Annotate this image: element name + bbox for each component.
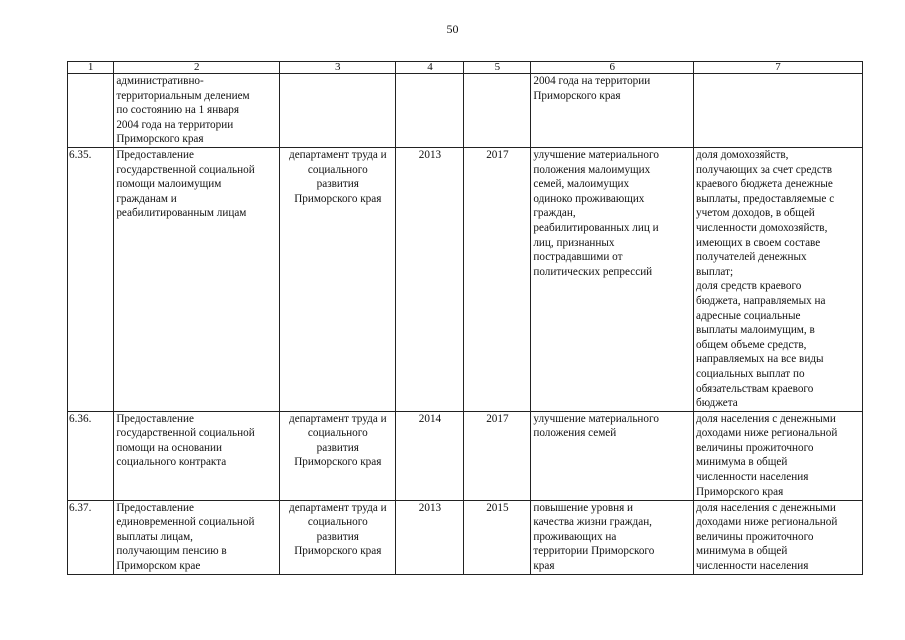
page-number: 50 xyxy=(446,22,459,36)
activity-name-cell: Предоставление государственной социальной помощи малоимущим гражданам и реабилитированным лицам xyxy=(114,148,280,412)
end-year-cell: 2017 xyxy=(464,411,531,500)
executor-cell: департамент труда и социального развития Приморского края xyxy=(280,500,396,574)
executor-cell: департамент труда и социального развития Приморского края xyxy=(280,148,396,412)
expected-result-cell: улучшение материального положения малоимущих семей, малоимущих одиноко проживающих граждан, реабилитированных лиц и лиц, признанных пострадавшими от политических репрессий xyxy=(531,148,694,412)
executor-cell: департамент труда и социального развития Приморского края xyxy=(280,411,396,500)
item-number-cell: 6.35. xyxy=(68,148,114,412)
expected-result-cell: повышение уровня и качества жизни граждан, проживающих на территории Приморского края xyxy=(531,500,694,574)
indicator-cell: доля населения с денежными доходами ниже региональной величины прожиточного минимума в общей численности населения xyxy=(694,500,863,574)
column-number: 1 xyxy=(68,62,114,74)
end-year-cell: 2015 xyxy=(464,500,531,574)
column-number: 5 xyxy=(464,62,531,74)
start-year-cell: 2013 xyxy=(396,500,464,574)
indicator-cell: доля населения с денежными доходами ниже региональной величины прожиточного минимума в общей численности населения Приморского края xyxy=(694,411,863,500)
column-number-row xyxy=(68,62,863,74)
executor-cell xyxy=(280,74,396,148)
item-number-cell: 6.36. xyxy=(68,411,114,500)
activity-name-cell: административно- территориальным делением по состоянию на 1 января 2004 года на территории Приморского края xyxy=(114,74,280,148)
activity-name-cell: Предоставление единовременной социальной выплаты лицам, получающим пенсию в Приморском крае xyxy=(114,500,280,574)
start-year-cell xyxy=(396,74,464,148)
table-row xyxy=(68,500,863,574)
table-row xyxy=(68,148,863,412)
start-year-cell: 2013 xyxy=(396,148,464,412)
column-number: 2 xyxy=(114,62,280,74)
column-number: 3 xyxy=(280,62,396,74)
table-row xyxy=(68,74,863,148)
expected-result-cell: 2004 года на территории Приморского края xyxy=(531,74,694,148)
end-year-cell xyxy=(464,74,531,148)
indicator-cell: доля домохозяйств, получающих за счет средств краевого бюджета денежные выплаты, предоставляемые с учетом доходов, в общей численности домохозяйств, имеющих в своем составе получателей денежных выплат; доля средств краевого бюджета, направляемых на адресные социальные выплаты малоимущим, в общем объеме средств, направляемых на все виды социальных выплат по обязательствам краевого бюджета xyxy=(694,148,863,412)
table-row xyxy=(68,411,863,500)
item-number-cell: 6.37. xyxy=(68,500,114,574)
column-number: 6 xyxy=(531,62,694,74)
start-year-cell: 2014 xyxy=(396,411,464,500)
column-number: 4 xyxy=(396,62,464,74)
program-activities-table xyxy=(67,61,863,575)
item-number-cell xyxy=(68,74,114,148)
activity-name-cell: Предоставление государственной социальной помощи на основании социального контракта xyxy=(114,411,280,500)
indicator-cell xyxy=(694,74,863,148)
column-number: 7 xyxy=(694,62,863,74)
end-year-cell: 2017 xyxy=(464,148,531,412)
expected-result-cell: улучшение материального положения семей xyxy=(531,411,694,500)
